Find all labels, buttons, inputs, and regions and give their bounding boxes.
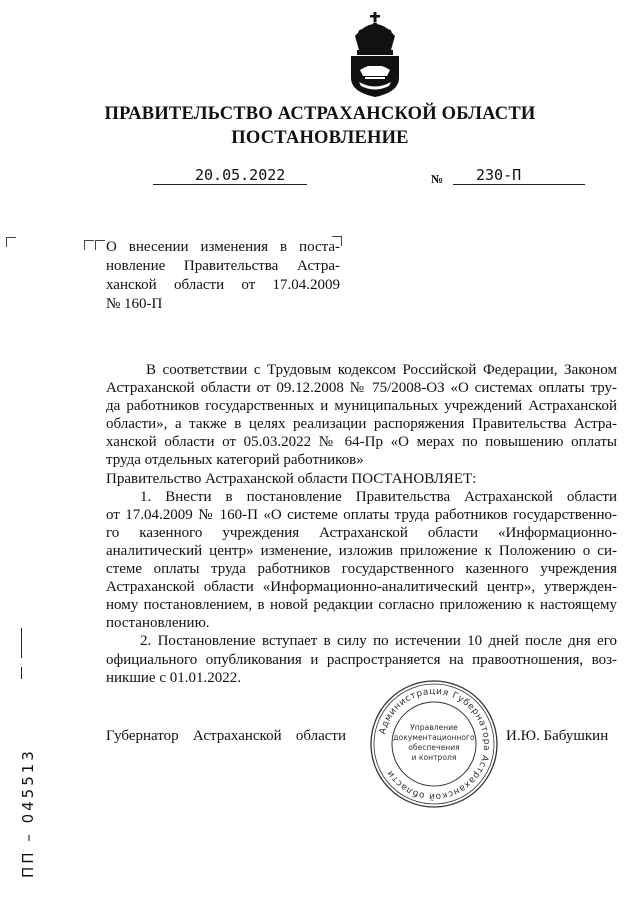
official-seal-stamp xyxy=(368,678,500,810)
seal-center-line: и контроля xyxy=(411,753,457,762)
signatory-role: Губернатор Астраханской области xyxy=(106,728,346,744)
date-underline xyxy=(153,184,307,185)
body-line: 2. Постановление вступает в силу по истечении 10 дней после дня его xyxy=(140,633,617,650)
form-serial-code-text: ПП – 045513 xyxy=(19,748,37,878)
body-line: В соответствии с Трудовым кодексом Российской Федерации, Законом xyxy=(146,362,617,378)
body-line: 1. Внести в постановление Правительства Астраханской области xyxy=(140,488,617,505)
document-body xyxy=(106,361,617,687)
coat-of-arms-emblem xyxy=(341,10,409,98)
body-line: области», а также в целях реализации распоряжения Правительства Астра- xyxy=(106,416,617,433)
subject-line: № 160-П xyxy=(106,296,163,312)
document-date: 20.05.2022 xyxy=(195,166,286,184)
seal-center-line: Управление xyxy=(410,723,458,732)
body-line: Правительство Астраханской области ПОСТАНОВЛЯЕТ: xyxy=(106,470,477,487)
corner-mark-left xyxy=(6,237,16,247)
seal-ring-text: Администрация Губернатора Астраханской области xyxy=(377,686,492,802)
document-number: 230-П xyxy=(476,166,522,184)
number-label: № xyxy=(431,172,444,186)
body-line: да работников государственных и муниципальных учреждений Астраханской xyxy=(106,398,617,415)
number-underline xyxy=(453,184,585,185)
body-line: го казенного учреждения Астраханской области «Информационно- xyxy=(106,524,617,541)
body-line: труда отдельных категорий работников» xyxy=(106,452,364,469)
seal-center-line: обеспечения xyxy=(408,743,460,752)
body-line: постановлению. xyxy=(106,615,210,632)
subject-corner-top-left-inner xyxy=(95,240,105,250)
body-line: никшие с 01.01.2022. xyxy=(106,669,241,686)
body-line: ному постановлением, в новой редакции согласно приложению к настоящему xyxy=(106,597,617,614)
subject-line: новление Правительства Астра- xyxy=(106,258,340,274)
body-line: от 17.04.2009 № 160-П «О системе оплаты труда работников государственно- xyxy=(106,506,617,523)
form-serial-code xyxy=(6,730,46,880)
subject-line: О внесении изменения в поста- xyxy=(106,239,340,255)
body-line: аналитический центр» изменение, изложив приложение к Положению о си- xyxy=(106,542,617,559)
subject-corner-top-left xyxy=(84,240,94,250)
side-margin-mark xyxy=(21,628,22,658)
side-margin-mark xyxy=(21,667,22,679)
government-title: ПРАВИТЕЛЬСТВО АСТРАХАНСКОЙ ОБЛАСТИ xyxy=(104,104,536,124)
body-line: Астраханской области от 09.12.2008 № 75/2008-ОЗ «О системах оплаты тру- xyxy=(106,380,617,397)
seal-center-line: документационного xyxy=(393,733,475,742)
document-type-title: ПОСТАНОВЛЕНИЕ xyxy=(231,128,409,148)
body-line: Астраханской области «Информационно-аналитический центр», утвержден- xyxy=(106,579,617,596)
signatory-name: И.Ю. Бабушкин xyxy=(506,728,609,744)
body-line: стеме оплаты труда работников государственного казенного учреждения xyxy=(106,561,617,578)
document-subject xyxy=(106,238,340,314)
body-line: ханской области от 05.03.2022 № 64-Пр «О мерах по повышению оплаты xyxy=(106,434,617,451)
subject-line: ханской области от 17.04.2009 xyxy=(106,277,340,293)
body-line: официального опубликования и распространяется на правоотношения, воз- xyxy=(106,651,617,668)
